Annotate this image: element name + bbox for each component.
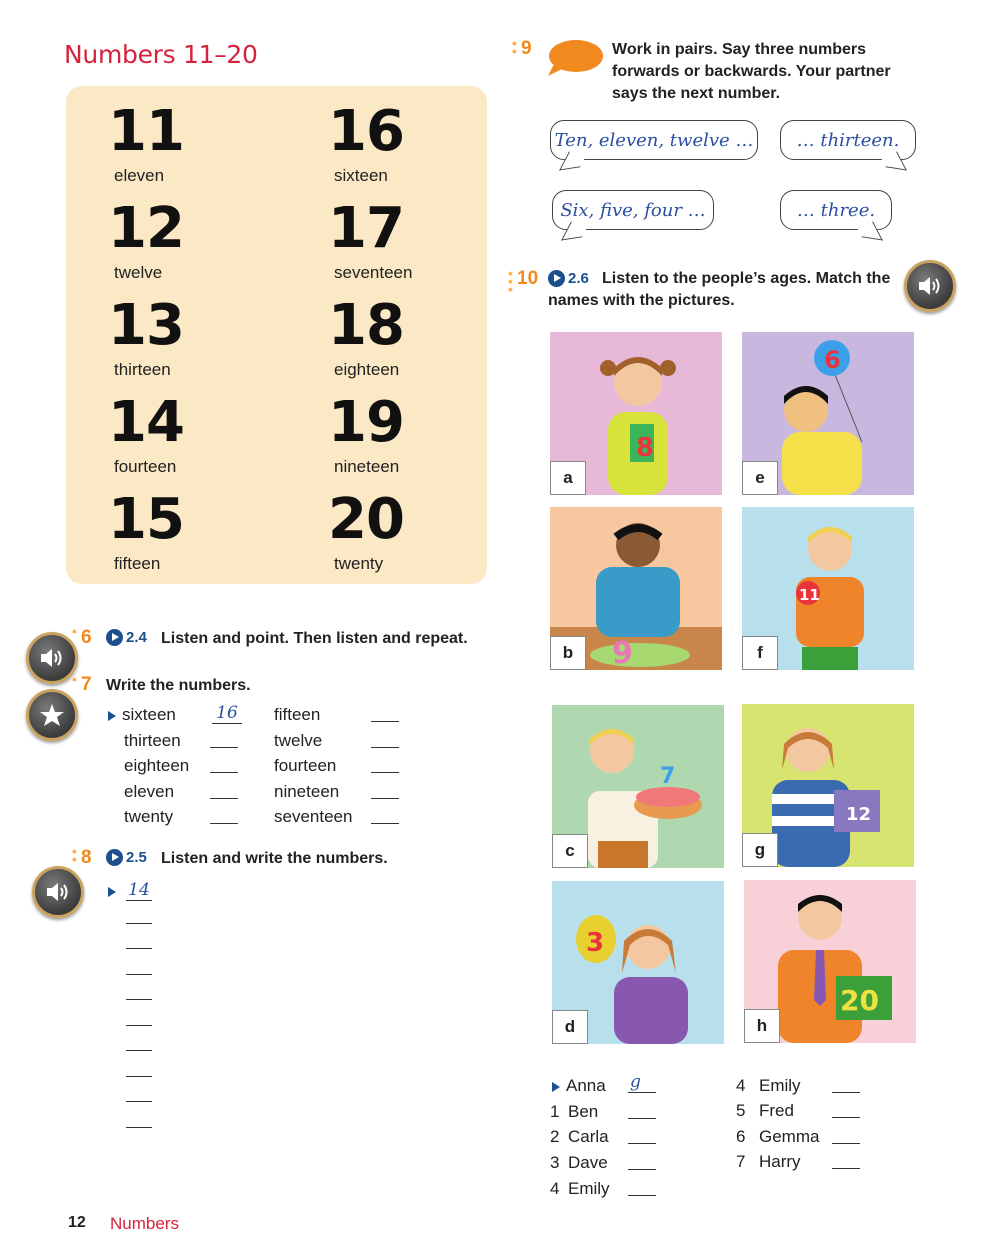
name-number: 1 — [550, 1102, 560, 1121]
answer-field[interactable]: 16 — [212, 703, 242, 724]
exercise-instruction: Listen and write the numbers. — [161, 850, 388, 867]
number-digit: 11 — [108, 99, 184, 164]
age-badge: 3 — [586, 928, 605, 958]
number-card — [328, 196, 413, 283]
word-item: nineteen — [274, 782, 340, 801]
example-arrow-icon — [552, 1082, 560, 1092]
name-item: Emily — [759, 1076, 801, 1095]
example-arrow — [108, 881, 122, 900]
speech-bubble: … thirteen. — [780, 120, 916, 160]
age-badge: 9 — [612, 636, 633, 670]
number-digit: 16 — [328, 99, 404, 164]
number-card — [328, 487, 404, 574]
audio-track[interactable] — [106, 849, 147, 866]
answer-field[interactable] — [832, 1132, 860, 1152]
exercise-instruction: Work in pairs. Say three numbers forwards or backwards. Your partner says the next number. — [612, 41, 891, 102]
number-digit: 12 — [108, 196, 184, 261]
track-number: 2.6 — [568, 270, 589, 287]
exercise-instruction: Listen and point. Then listen and repeat. — [161, 630, 468, 647]
age-badge: 20 — [840, 984, 879, 1017]
number-card — [328, 99, 404, 186]
name-item: Carla — [568, 1127, 609, 1146]
exercise-instruction: Listen to the people’s ages. Match the names with the pictures. — [548, 270, 891, 309]
number-card — [108, 487, 184, 574]
answer-line[interactable] — [126, 1050, 152, 1051]
number-word: eleven — [114, 166, 165, 185]
name-item: Harry — [759, 1152, 801, 1171]
audio-button-ex6[interactable] — [26, 629, 78, 687]
answer-line[interactable] — [126, 1076, 152, 1077]
age-badge: 12 — [846, 804, 872, 825]
name-item: Ben — [568, 1102, 599, 1121]
number-word: fourteen — [114, 457, 177, 476]
exercise-number: 8 — [81, 847, 92, 868]
number-digit: 14 — [108, 390, 184, 455]
difficulty-stars: * * — [72, 849, 77, 867]
example-arrow-icon — [108, 711, 116, 721]
picture-label: c — [552, 834, 588, 868]
track-number: 2.4 — [126, 629, 147, 646]
page-title: Numbers 11–20 — [64, 40, 258, 69]
name-item: Gemma — [759, 1127, 820, 1146]
audio-track[interactable] — [106, 629, 147, 646]
answer-field[interactable] — [832, 1081, 860, 1101]
speech-bubble: Ten, eleven, twelve … — [550, 120, 758, 160]
answer-field[interactable] — [371, 812, 399, 832]
answer-field[interactable] — [832, 1106, 860, 1126]
name-item: Emily — [568, 1179, 610, 1198]
answer-field[interactable] — [210, 787, 238, 807]
answer-field[interactable]: 14 — [126, 880, 152, 901]
number-word: fifteen — [114, 554, 161, 573]
picture-h[interactable] — [744, 880, 916, 1043]
age-badge: 8 — [636, 433, 655, 463]
name-number: 4 — [550, 1179, 560, 1198]
picture-g[interactable] — [742, 704, 914, 867]
star-button[interactable] — [26, 689, 78, 741]
name-number: 3 — [550, 1153, 560, 1172]
section-name: Numbers — [110, 1214, 179, 1233]
speech-bubble: … three. — [780, 190, 892, 230]
picture-d[interactable] — [552, 881, 724, 1044]
exercise-number: 9 — [521, 38, 532, 59]
number-card — [108, 99, 184, 186]
answer-field[interactable] — [371, 787, 399, 807]
picture-f[interactable] — [742, 507, 914, 670]
answer-line[interactable] — [126, 999, 152, 1000]
word-item: twelve — [274, 731, 323, 750]
answer-field[interactable] — [628, 1107, 656, 1127]
answer-line[interactable] — [126, 974, 152, 975]
picture-a[interactable] — [550, 332, 722, 495]
play-icon — [106, 849, 123, 866]
name-number: 7 — [736, 1152, 746, 1171]
age-badge: 6 — [824, 346, 841, 374]
number-word: nineteen — [334, 457, 400, 476]
number-digit: 15 — [108, 487, 184, 552]
picture-label: a — [550, 461, 586, 495]
exercise-instruction: Write the numbers. — [106, 677, 251, 694]
number-word: thirteen — [114, 360, 171, 379]
word-item: fourteen — [274, 756, 337, 775]
difficulty-stars: * — [72, 677, 77, 687]
name-item: Anna — [552, 1076, 606, 1096]
name-item: Fred — [759, 1101, 794, 1120]
picture-e[interactable] — [742, 332, 914, 495]
answer-field[interactable] — [371, 761, 399, 781]
number-digit: 17 — [328, 196, 404, 261]
difficulty-stars: * * * — [508, 271, 513, 297]
name-number: 5 — [736, 1101, 746, 1120]
word-item: twenty — [124, 807, 174, 826]
answer-field[interactable] — [371, 710, 399, 730]
answer-field[interactable] — [210, 761, 238, 781]
answer-line[interactable] — [126, 923, 152, 924]
picture-label: e — [742, 461, 778, 495]
number-word: eighteen — [334, 360, 400, 379]
word-item: eighteen — [124, 756, 190, 775]
star-icon — [39, 702, 65, 728]
number-word: sixteen — [334, 166, 388, 185]
word-item: sixteen — [108, 705, 176, 725]
play-icon — [106, 629, 123, 646]
answer-field[interactable] — [210, 812, 238, 832]
difficulty-stars: * * — [512, 41, 517, 59]
audio-button-ex8[interactable] — [32, 866, 84, 918]
answer-field[interactable] — [628, 1158, 656, 1178]
name-number: 2 — [550, 1127, 560, 1146]
answer-field[interactable] — [832, 1157, 860, 1177]
answer-field[interactable] — [628, 1132, 656, 1152]
audio-button-ex10[interactable] — [904, 260, 956, 312]
exercise-number: 6 — [81, 627, 92, 648]
answer-field[interactable] — [210, 736, 238, 756]
word-item: eleven — [124, 782, 175, 801]
difficulty-stars: * — [72, 629, 77, 639]
number-word: twelve — [114, 263, 163, 282]
name-number: 6 — [736, 1127, 746, 1146]
exercise-number: 7 — [81, 674, 92, 695]
picture-label: d — [552, 1010, 588, 1044]
picture-label: g — [742, 833, 778, 867]
picture-b[interactable] — [550, 507, 722, 670]
answer-line[interactable] — [126, 1101, 152, 1102]
number-digit: 13 — [108, 293, 184, 358]
number-digit: 19 — [328, 390, 404, 455]
page-number: 12 — [68, 1214, 86, 1231]
number-word: seventeen — [334, 263, 413, 282]
number-digit: 20 — [328, 487, 404, 552]
speech-bubble-icon — [544, 38, 604, 78]
example-arrow-icon — [108, 887, 116, 897]
answer-field[interactable] — [628, 1184, 656, 1204]
answer-field[interactable] — [371, 736, 399, 756]
word-item: seventeen — [274, 807, 353, 826]
word-item: thirteen — [124, 731, 181, 750]
number-card — [108, 196, 184, 283]
track-number: 2.5 — [126, 849, 147, 866]
number-digit: 18 — [328, 293, 404, 358]
name-number: 4 — [736, 1076, 746, 1095]
number-card — [108, 390, 184, 477]
picture-label: b — [550, 636, 586, 670]
number-word: twenty — [334, 554, 384, 573]
word-item: fifteen — [274, 705, 321, 724]
answer-line[interactable] — [126, 1127, 152, 1128]
answer-field[interactable]: g — [628, 1072, 656, 1093]
exercise-number: 10 — [517, 268, 539, 289]
speaker-icon — [39, 647, 65, 669]
speaker-icon — [917, 275, 943, 297]
picture-label: h — [744, 1009, 780, 1043]
speaker-icon — [45, 881, 71, 903]
picture-c[interactable] — [552, 705, 724, 868]
number-card — [328, 390, 404, 477]
number-card — [108, 293, 184, 380]
speech-bubble: Six, five, four … — [552, 190, 714, 230]
numbers-panel — [66, 86, 487, 584]
picture-label: f — [742, 636, 778, 670]
age-badge: 7 — [660, 764, 676, 789]
name-item: Dave — [568, 1153, 608, 1172]
age-badge: 11 — [799, 586, 820, 604]
number-card — [328, 293, 404, 380]
answer-line[interactable] — [126, 948, 152, 949]
answer-line[interactable] — [126, 1025, 152, 1026]
